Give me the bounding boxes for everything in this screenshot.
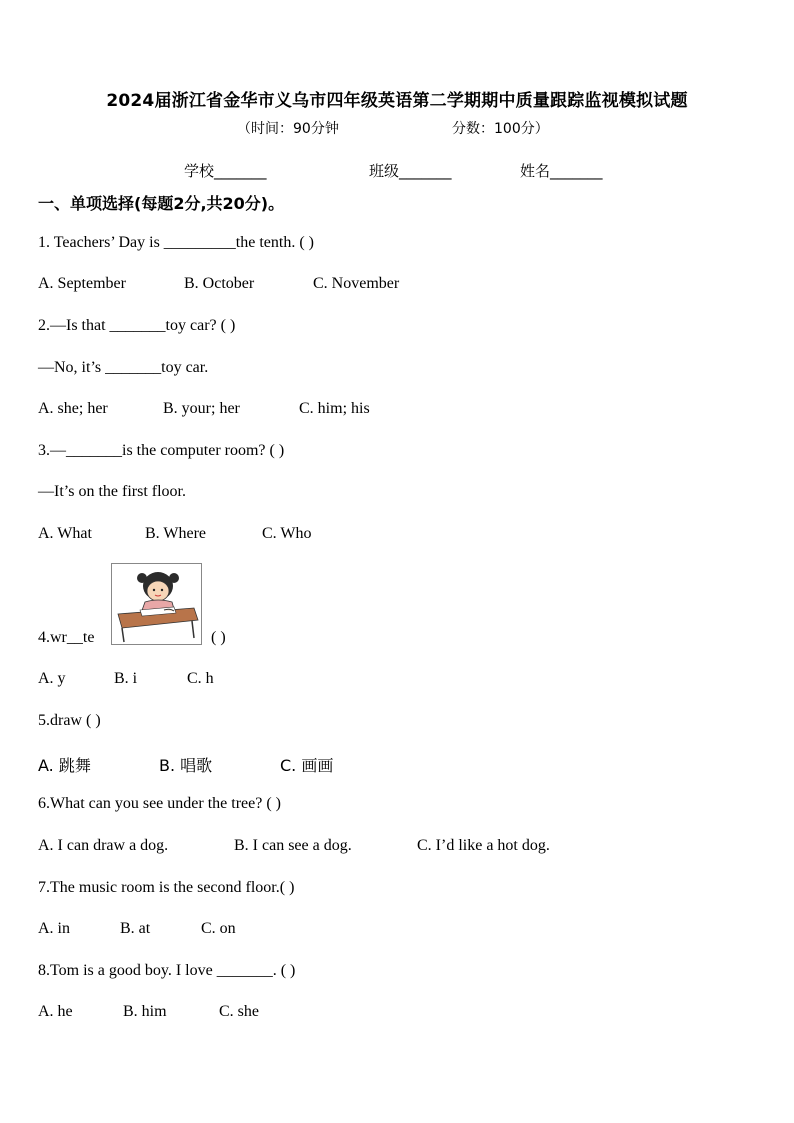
question-3: 3.—_______is the computer room? ( ) bbox=[38, 442, 285, 459]
q2-option-c: C. him; his bbox=[299, 400, 370, 417]
exam-title: 2024届浙江省金华市义乌市四年级英语第二学期期中质量跟踪监视模拟试题 bbox=[106, 91, 688, 111]
girl-writing-illustration bbox=[112, 564, 201, 644]
name-field: 姓名_______ bbox=[520, 162, 603, 180]
q2-option-b: B. your; her bbox=[163, 400, 240, 417]
q8-option-a: A. he bbox=[38, 1003, 73, 1020]
girl-writing-picture bbox=[111, 563, 202, 645]
question-3-reply: —It’s on the first floor. bbox=[38, 483, 186, 500]
q5-option-c: C. 画画 bbox=[280, 756, 334, 775]
q4-option-c: C. h bbox=[187, 670, 214, 687]
question-1: 1. Teachers’ Day is _________the tenth. ( ) bbox=[38, 234, 314, 251]
question-6: 6.What can you see under the tree? ( ) bbox=[38, 795, 281, 812]
question-7: 7.The music room is the second floor.( ) bbox=[38, 879, 295, 896]
q3-option-a: A. What bbox=[38, 525, 92, 542]
school-field: 学校_______ bbox=[184, 162, 267, 180]
q8-option-b: B. him bbox=[123, 1003, 167, 1020]
q2-option-a: A. she; her bbox=[38, 400, 108, 417]
question-5: 5.draw ( ) bbox=[38, 712, 101, 729]
q6-option-a: A. I can draw a dog. bbox=[38, 837, 169, 854]
q4-option-a: A. y bbox=[38, 670, 66, 687]
class-field: 班级_______ bbox=[369, 162, 452, 180]
q4-option-b: B. i bbox=[114, 670, 138, 687]
q7-option-a: A. in bbox=[38, 920, 70, 937]
q5-option-b: B. 唱歌 bbox=[159, 756, 213, 775]
q5-option-a: A. 跳舞 bbox=[38, 756, 91, 775]
question-2: 2.—Is that _______toy car? ( ) bbox=[38, 317, 236, 334]
exam-time: （时间：90分钟 bbox=[237, 121, 339, 137]
q7-option-b: B. at bbox=[120, 920, 151, 937]
section-heading: 一、单项选择(每题2分,共20分)。 bbox=[38, 194, 285, 213]
question-4: 4.wr__te bbox=[38, 629, 95, 646]
q1-option-b: B. October bbox=[184, 275, 255, 292]
q1-option-c: C. November bbox=[313, 275, 400, 292]
question-8: 8.Tom is a good boy. I love _______. ( ) bbox=[38, 962, 296, 979]
q3-option-c: C. Who bbox=[262, 525, 312, 542]
q6-option-b: B. I can see a dog. bbox=[234, 837, 352, 854]
q8-option-c: C. she bbox=[219, 1003, 259, 1020]
q4-bracket: ( ) bbox=[211, 629, 226, 646]
q6-option-c: C. I’d like a hot dog. bbox=[417, 837, 550, 854]
q7-option-c: C. on bbox=[201, 920, 236, 937]
question-2-reply: —No, it’s _______toy car. bbox=[38, 359, 209, 376]
q1-option-a: A. September bbox=[38, 275, 126, 292]
exam-score: 分数：100分） bbox=[452, 121, 549, 137]
q3-option-b: B. Where bbox=[145, 525, 207, 542]
